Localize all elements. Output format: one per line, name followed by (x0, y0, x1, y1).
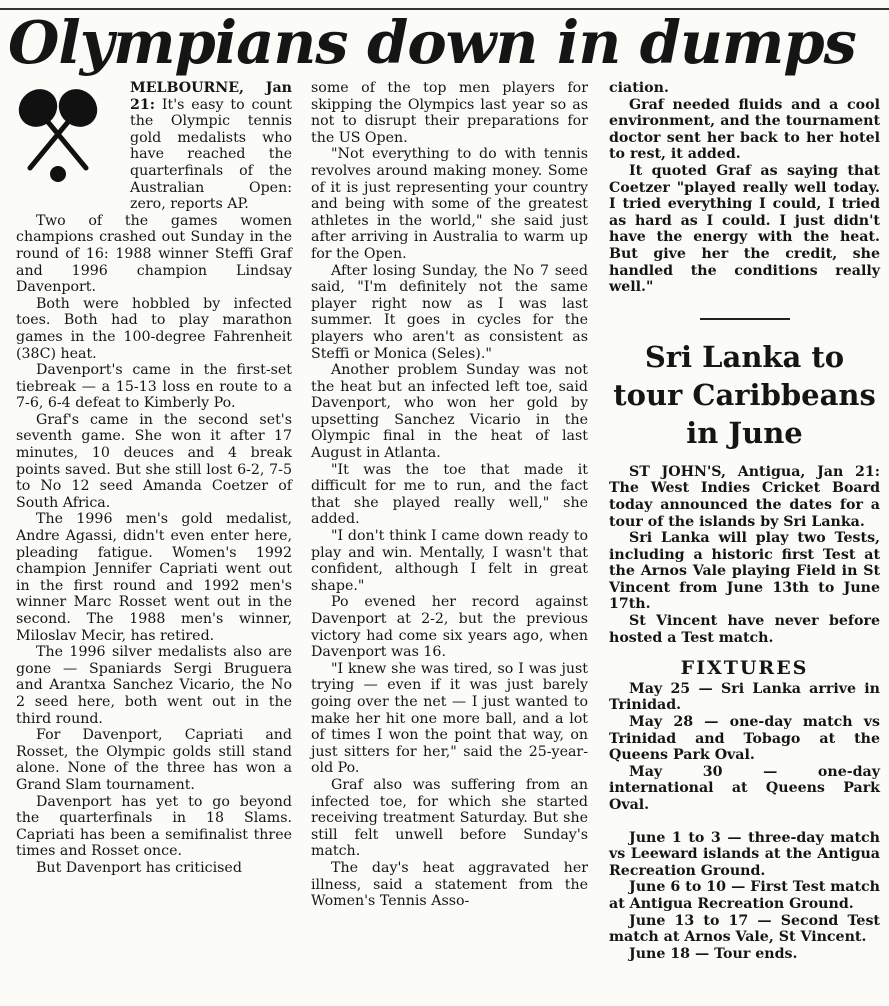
paragraph: But Davenport has criticised (36, 859, 242, 876)
paragraph: It quoted Graf as saying that Coetzer "played really well today. I tried everything I could, I tried as hard as I could. I just didn't have the energy with the heat. But give her the credit, she handled the conditions really well." (609, 162, 880, 296)
fixture-item: June 6 to 10 — First Test match at Antigua Recreation Ground. (609, 879, 880, 912)
paragraph: some of the top men players for skipping the Olympics last year so as not to disrupt their preparations for the US Open. (311, 80, 588, 146)
article-divider (700, 318, 790, 320)
paragraph: ST JOHN'S, Antigua, Jan 21: The West Indies Cricket Board today announced the dates for a tour of the islands by Sri Lanka. (609, 463, 880, 530)
fixture-item: June 13 to 17 — Second Test match at Arnos Vale, St Vincent. (609, 912, 880, 946)
paragraph: St Vincent have never before hosted a Test match. (609, 613, 880, 646)
paragraph: ciation. (609, 80, 669, 96)
dateline: MELBOURNE, Jan 21: (130, 80, 292, 113)
fixture-item: May 25 — Sri Lanka arrive in Trinidad. (609, 680, 880, 714)
paragraph: The 1996 silver medalists also are gone — Spaniards Sergi Bruguera and Arantxa Sanchez Vicario, the No 2 seed here, both went out in the third round. (16, 644, 292, 727)
paragraph: Davenport has yet to go beyond the quarterfinals in 18 Slams. Capriati has been a semifinalist three times and Rosset once. (16, 793, 292, 860)
fixtures-list (609, 681, 880, 963)
article-column-3 (609, 80, 880, 962)
paragraph: Two of the games women champions crashed out Sunday in the round of 16: 1988 winner Steffi Graf and 1996 champion Lindsay Davenport. (16, 212, 292, 296)
paragraph: Po evened her record against Davenport at 2-2, but the previous victory had come six years ago, when Davenport was 16. (311, 594, 588, 661)
paragraph: Another problem Sunday was not the heat but an infected left toe, said Davenport, who won her gold by upsetting Sanchez Vicario in the Olympic final in the heat of last August in Atlanta. (311, 362, 588, 462)
paragraph: Sri Lanka will play two Tests, including a historic first Test at the Arnos Vale playing Field in St Vincent from June 13th to June 17th. (609, 530, 880, 613)
paragraph: The day's heat aggravated her illness, said a statement from the Women's Tennis Asso- (311, 859, 588, 910)
paragraph: "It was the toe that made it difficult for me to run, and the fact that she played really well," she added. (311, 461, 588, 528)
paragraph: Graf needed fluids and a cool environment, and the tournament doctor sent her back to her hotel to rest, it added. (609, 96, 880, 163)
article-column-2 (311, 80, 588, 910)
fixture-item: May 30 — one-day international at Queens Park Oval. (609, 763, 880, 813)
headline: Olympians down in dumps (8, 8, 856, 77)
sri-lanka-headline: Sri Lanka to tour Caribbeans in June (613, 339, 876, 450)
fixture-item: June 18 — Tour ends. (629, 945, 798, 962)
paragraph: Davenport's came in the first-set tiebreak — a 15-13 loss en route to a 7-6, 6-4 defeat to Kimberly Po. (16, 362, 292, 412)
paragraph: "I don't think I came down ready to play and win. Mentally, I wasn't that confident, although I felt in great shape." (311, 528, 588, 594)
continuation-block (609, 80, 880, 296)
fixture-item: May 28 — one-day match vs Trinidad and Tobago at the Queens Park Oval. (609, 714, 880, 764)
paragraph: "I knew she was tired, so I was just trying — even if it was just barely going over the net — I just wanted to make her hit one more ball, and a lot of times I won the point that way, on just sitters for her," said the 25-year-old Po. (311, 660, 588, 777)
paragraph: Graf's came in the second set's seventh game. She won it after 17 minutes, 10 deuces and 4 break points saved. But she still lost 6-2, 7-5 to No 12 seed Amanda Coetzer of South Africa. (16, 411, 292, 511)
paragraph: Graf also was suffering from an infected toe, for which she started receiving treatment Saturday. But she still felt unwell before Sunday's match. (311, 776, 588, 860)
sri-lanka-article (609, 464, 880, 647)
paragraph: The 1996 men's gold medalist, Andre Agassi, didn't even enter here, pleading fatigue. Women's 1992 champion Jennifer Capriati went out in the first round and 1992 men's winner Marc Rosset went out in the second. The 1988 men's winner, Miloslav Mecir, has retired. (16, 511, 292, 644)
article-column-1 (16, 80, 292, 877)
fixtures-heading: FIXTURES (680, 657, 809, 680)
paragraph: "Not everything to do with tennis revolves around making money. Some of it is just representing your country and being with some of the greatest athletes in the world," she said just after arriving in Australia to warm up for the Open. (311, 146, 588, 262)
fixture-item: June 1 to 3 — three-day match vs Leeward islands at the Antigua Recreation Ground. (609, 829, 880, 879)
paragraph: It's easy to count the Olympic tennis gold medalists who have reached the quarterfinals of the Australian Open: zero, reports AP. (130, 96, 292, 213)
paragraph: Both were hobbled by infected toes. Both had to play marathon games in the 100-degree Fahrenheit (38C) heat. (16, 295, 292, 362)
paragraph: After losing Sunday, the No 7 seed said, "I'm definitely not the same player right now as I was last summer. It goes in cycles for the players who aren't as consistent as Steffi or Monica (Seles)." (311, 262, 588, 362)
paragraph: For Davenport, Capriati and Rosset, the Olympic golds still stand alone. None of the three has won a Grand Slam tournament. (16, 727, 292, 793)
